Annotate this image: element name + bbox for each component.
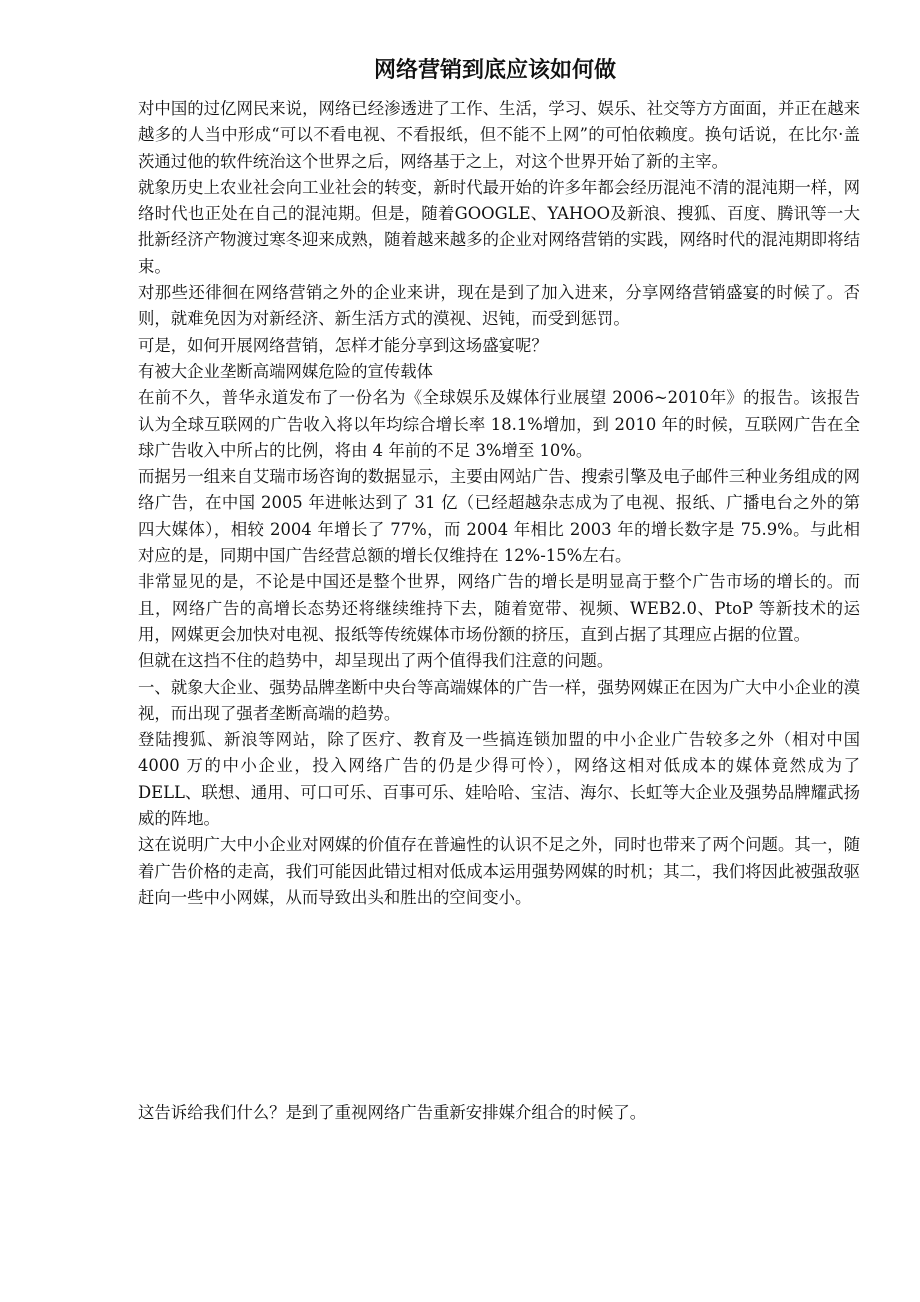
- paragraph-1: 对中国的过亿网民来说，网络已经渗透进了工作、生活，学习、娱乐、社交等方方面面，并正在越来越多的人当中形成“可以不看电视、不看报纸，但不能不上网”的可怕依赖度。换句话说，在比尔·盖茨通过他的软件统治这个世界之后，网络基于之上，对这个世界开始了新的主宰。: [138, 99, 860, 171]
- paragraph-9: 但就在这挡不住的趋势中，却呈现出了两个值得我们注意的问题。: [138, 651, 614, 671]
- paragraph-12: 这在说明广大中小企业对网媒的价值存在普遍性的认识不足之外，同时也带来了两个问题。其一，随着广告价格的走高，我们可能因此错过相对低成本运用强势网媒的时机；其二，我们将因此被强敌驱赶向一些中小网媒，从而导致出头和胜出的空间变小。: [138, 835, 860, 907]
- paragraph-3: 对那些还徘徊在网络营销之外的企业来讲，现在是到了加入进来，分享网络营销盛宴的时候了。否则，就难免因为对新经济、新生活方式的漠视、迟钝，而受到惩罚。: [138, 283, 860, 329]
- paragraph-2: 就象历史上农业社会向工业社会的转变，新时代最开始的许多年都会经历混沌不清的混沌期一样，网络时代也正处在自己的混沌期。但是，随着GOOGLE、YAHOO及新浪、搜狐、百度、腾讯等一大批新经济产物渡过寒冬迎来成熟，随着越来越多的企业对网络营销的实践，网络时代的混沌期即将结束。: [138, 177, 860, 276]
- paragraph-4: 可是，如何开展网络营销，怎样才能分享到这场盛宴呢？: [138, 335, 548, 355]
- section-heading: 有被大企业垄断高端网媒危险的宣传载体: [138, 361, 434, 381]
- paragraph-10: 一、就象大企业、强势品牌垄断中央台等高端媒体的广告一样，强势网媒正在因为广大中小企业的漠视，而出现了强者垄断高端的趋势。: [138, 677, 860, 723]
- document-body: [138, 96, 860, 911]
- paragraph-6: 在前不久，普华永道发布了一份名为《全球娱乐及媒体行业展望 2006~2010年》的报告。该报告认为全球互联网的广告收入将以年均综合增长率 18.1%增加，到 2010 年的时候，互联网广告在全球广告收入中所占的比例，将由 4 年前的不足 3%增至 10%。: [138, 388, 860, 460]
- paragraph-8: 非常显见的是，不论是中国还是整个世界，网络广告的增长是明显高于整个广告市场的增长的。而且，网络广告的高增长态势还将继续维持下去，随着宽带、视频、WEB2.0、PtoP 等新技术的运用，网媒更会加快对电视、报纸等传统媒体市场份额的挤压，直到占据了其理应占据的位置。: [138, 572, 860, 644]
- closing-paragraph: 这告诉给我们什么？是到了重视网络广告重新安排媒介组合的时候了。: [138, 1103, 647, 1122]
- paragraph-7: 而据另一组来自艾瑞市场咨询的数据显示，主要由网站广告、搜索引擎及电子邮件三种业务组成的网络广告，在中国 2005 年进帐达到了 31 亿（已经超越杂志成为了电视、报纸、广播电台之外的第四大媒体），相较 2004 年增长了 77%，而 2004 年相比 2003 年的增长数字是 75.9%。与此相对应的是，同期中国广告经营总额的增长仅维持在 12%-15%左右。: [138, 467, 860, 566]
- paragraph-11: 登陆搜狐、新浪等网站，除了医疗、教育及一些搞连锁加盟的中小企业广告较多之外（相对中国 4000 万的中小企业，投入网络广告的仍是少得可怜），网络这相对低成本的媒体竟然成为了 DELL、联想、通用、可口可乐、百事可乐、娃哈哈、宝洁、海尔、长虹等大企业及强势品牌耀武扬威的阵地。: [138, 730, 860, 829]
- document-title: 网络营销到底应该如何做: [373, 58, 616, 83]
